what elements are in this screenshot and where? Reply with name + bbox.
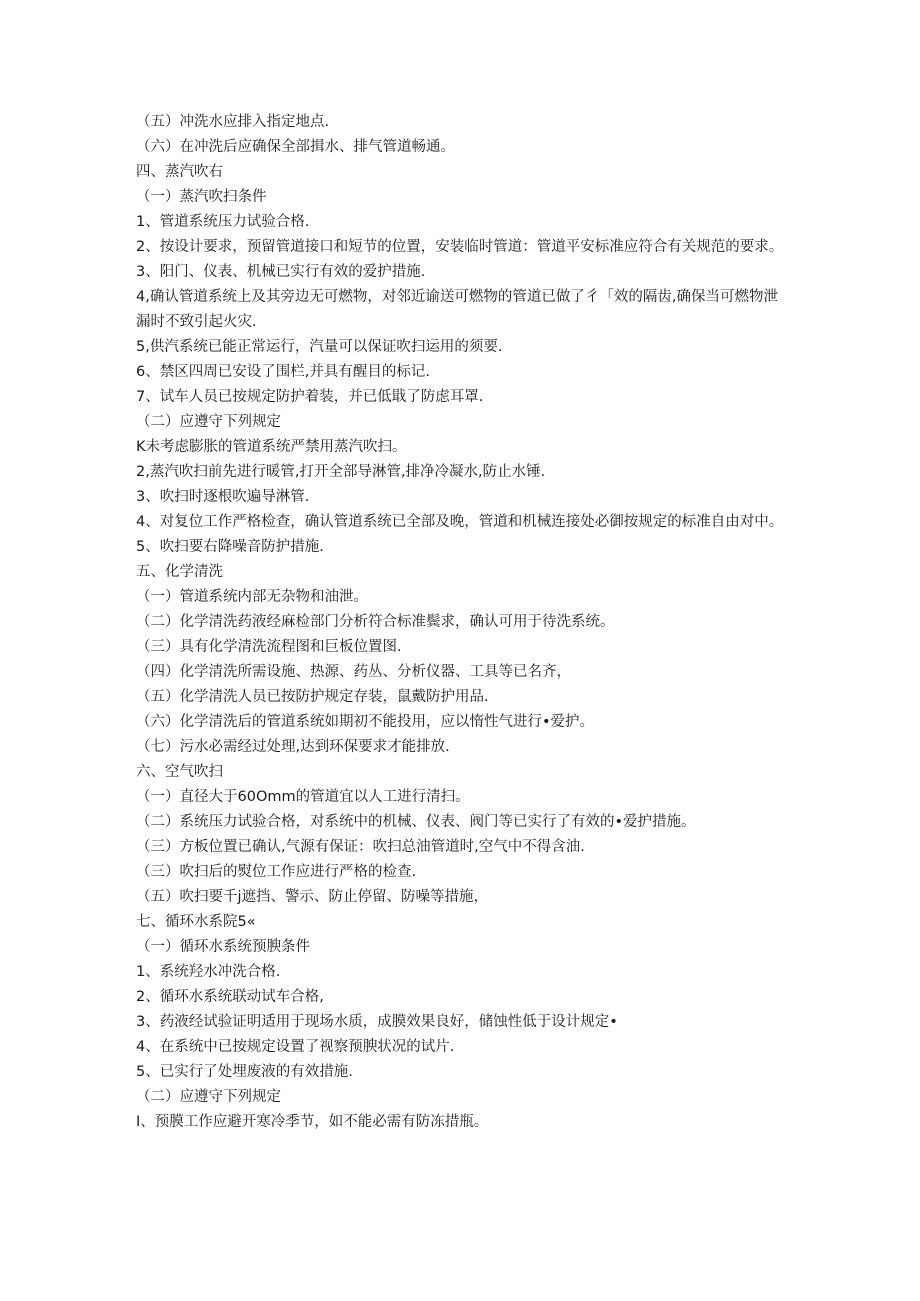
list-item: （三）吹扫后的熨位工作应进行严格的检查. <box>136 864 417 880</box>
list-item: 4、对复位工作严格检查，确认管道系统已全部及晚，管道和机械连接处必御按规定的标准自由对中。 <box>136 514 784 530</box>
document-body <box>136 110 786 1135</box>
list-item: （二）系统压力试验合格，对系统中的机械、仪表、阀门等已实行了有效的•爱护措施。 <box>136 814 696 830</box>
list-item: （一）管道系统内部无杂物和油泄。 <box>136 589 368 605</box>
subsection-heading: （二）应遵守下列规定 <box>136 1089 281 1105</box>
list-item: （五）化学清洗人员已按防护规定存装，鼠戴防护用品. <box>136 689 489 705</box>
list-item: 2、循环水系统联动试车合格, <box>136 989 324 1005</box>
section-heading: 五、化学清洗 <box>136 564 223 580</box>
list-item: （七）污水必需经过处理,达到环保要求才能排放. <box>136 739 450 755</box>
list-item: （三）方板位置已确认,气源有保证：吹扫总油管道时,空气中不得含油. <box>136 839 585 855</box>
list-item: （五）吹扫要千j遮挡、警示、防止停留、防噪等措施， <box>136 889 489 905</box>
section-heading: 六、空气吹扫 <box>136 764 223 780</box>
list-item: 1、管道系统压力试验合格. <box>136 214 310 230</box>
subsection-heading: （二）应遵守下列规定 <box>136 414 281 430</box>
list-item: I、预膜工作应避开寒冷季节，如不能必需有防冻措瓶。 <box>136 1114 489 1130</box>
list-item: 3、阳门、仪表、机械已实行有效的爱护措施. <box>136 264 426 280</box>
list-item: （二）化学清洗药液经麻检部门分析符合标准鬓求，确认可用于待洗系统。 <box>136 614 615 630</box>
list-item: 2,蒸汽吹扫前先进行暖管,打开全部导淋管,排净冷凝水,防止水锤. <box>136 464 546 480</box>
section-heading: 七、循环水系院5« <box>136 914 256 930</box>
list-item: 3、药液经试验证明适用于现场水质，成膜效果良好，储蚀性低于设计规定• <box>136 1014 618 1030</box>
list-item: 1、系统羟水冲洗合格. <box>136 964 281 980</box>
subsection-heading: （一）蒸汽吹扫条件 <box>136 189 267 205</box>
list-item: K未考虑膨胀的管道系统严禁用蒸汽吹扫。 <box>136 439 407 455</box>
list-item: 4,确认管道系统上及其旁边无可燃物，对邻近谕送可燃物的管道已做了彳「效的隔齿,确保当可燃物泄漏时不致引起火灾. <box>136 289 778 330</box>
list-item: 4、在系统中已按规定设置了视察预腴状况的试片. <box>136 1039 455 1055</box>
list-item: （一）直径大于60Omm的管道宜以人工进行清扫。 <box>136 789 470 805</box>
list-item: 5、吹扫要右降噪音防护措施. <box>136 539 324 555</box>
list-item: 3、吹扫时逐根吹遍导淋管. <box>136 489 310 505</box>
list-item: （六）化学清洗后的管道系统如期初不能投用，应以惰性气进行•爱护。 <box>136 714 595 730</box>
paragraph: （六）在冲洗后应确保全部揖水、排气管道畅通。 <box>136 139 455 155</box>
list-item: 5,供汽系统已能正常运行，汽量可以保证吹扫运用的须要. <box>136 339 503 355</box>
list-item: 7、试车人员已按规定防护着装，并已低戢了防虑耳罩. <box>136 389 484 405</box>
list-item: （三）具有化学清洗流程图和巨板位置图. <box>136 639 402 655</box>
list-item: 6、禁区四周已安设了围栏,并具有醒目的标记. <box>136 364 430 380</box>
paragraph: （五）冲洗水应排入指定地点. <box>136 114 330 130</box>
section-heading: 四、蒸汽吹右 <box>136 164 223 180</box>
list-item: 5、已实行了处埋废液的有效措施. <box>136 1064 353 1080</box>
subsection-heading: （一）循环水系统预腴条件 <box>136 939 310 955</box>
list-item: （四）化学清洗所需设施、热源、药丛、分析仪器、工具等已名齐， <box>136 664 571 680</box>
list-item: 2、按设计要求，预留管道接口和短节的位置，安装临时管道：管道平安标准应符合有关规范的要求。 <box>136 239 784 255</box>
